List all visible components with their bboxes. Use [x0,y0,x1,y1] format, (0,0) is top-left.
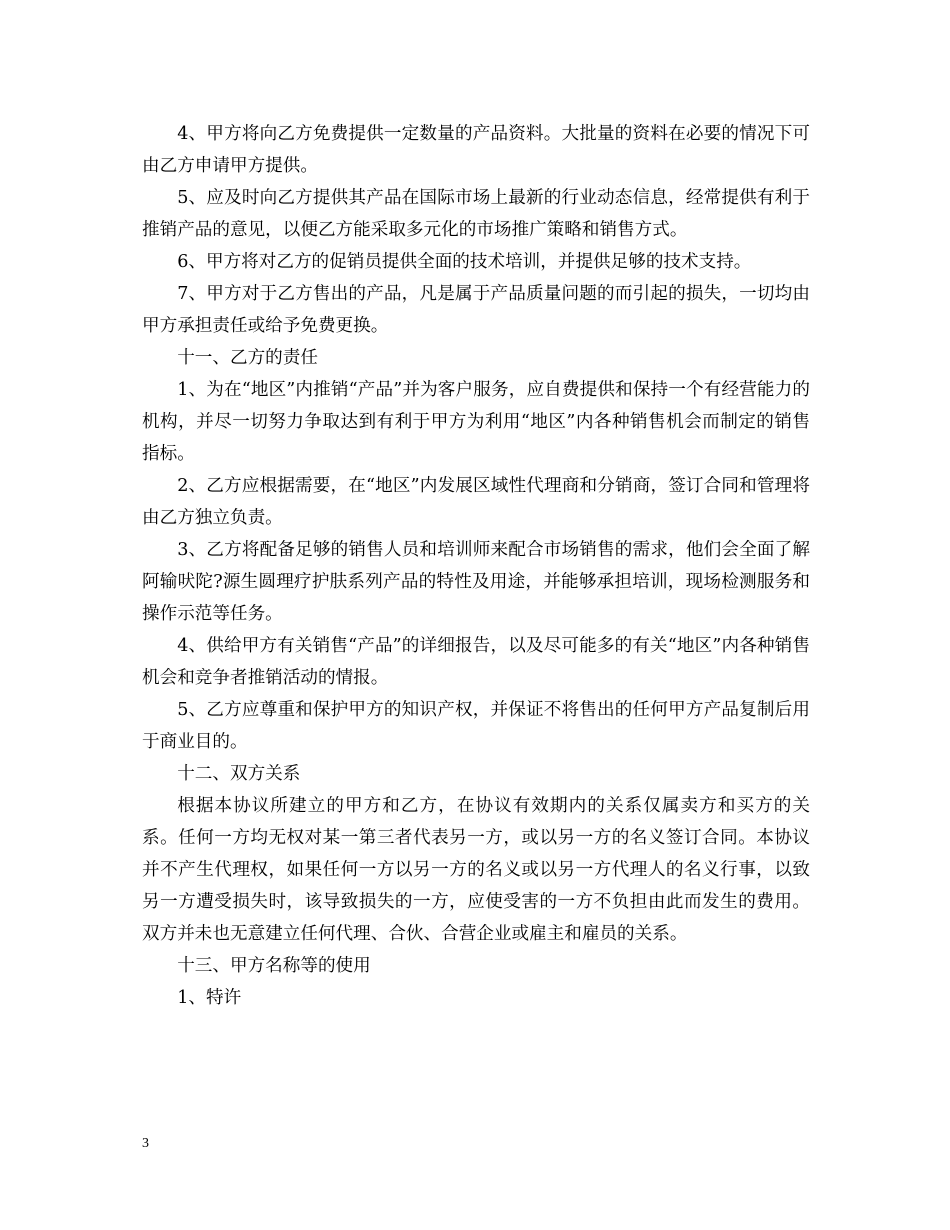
page-number: 3 [142,1136,149,1151]
paragraph-clause-4: 4、甲方将向乙方免费提供一定数量的产品资料。大批量的资料在必要的情况下可由乙方申请甲方提供。 [142,124,810,176]
paragraph-clause-6: 6、甲方将对乙方的促销员提供全面的技术培训，并提供足够的技术支持。 [177,252,752,272]
paragraph-clause-7: 7、甲方对于乙方售出的产品，凡是属于产品质量问题的而引起的损失，一切均由甲方承担责任或给予免费更换。 [142,284,810,336]
paragraph-section-11-item-4: 4、供给甲方有关销售“产品”的详细报告，以及尽可能多的有关“地区”内各种销售机会和竞争者推销活动的情报。 [142,636,810,688]
paragraph-section-11-item-5: 5、乙方应尊重和保护甲方的知识产权，并保证不将售出的任何甲方产品复制后用于商业目的。 [142,700,810,752]
paragraph-section-13-item-1: 1、特许 [177,988,242,1008]
paragraph-clause-5: 5、应及时向乙方提供其产品在国际市场上最新的行业动态信息，经常提供有利于推销产品的意见，以便乙方能采取多元化的市场推广策略和销售方式。 [142,188,810,240]
section-heading-13: 十三、甲方名称等的使用 [177,956,371,976]
section-heading-12: 十二、双方关系 [177,764,301,784]
paragraph-section-12-body: 根据本协议所建立的甲方和乙方，在协议有效期内的关系仅属卖方和买方的关系。任何一方均无权对某一第三者代表另一方，或以另一方的名义签订合同。本协议并不产生代理权，如果任何一方以另一方的名义或以另一方代理人的名义行事，以致另一方遭受损失时，该导致损失的一方，应使受害的一方不负担由此而发生的费用。双方并未也无意建立任何代理、合伙、合营企业或雇主和雇员的关系。 [142,796,810,944]
section-heading-11: 十一、乙方的责任 [177,348,318,368]
document-body [142,118,810,1014]
paragraph-section-11-item-2: 2、乙方应根据需要，在“地区”内发展区域性代理商和分销商，签订合同和管理将由乙方独立负责。 [142,476,810,528]
paragraph-section-11-item-3: 3、乙方将配备足够的销售人员和培训师来配合市场销售的需求，他们会全面了解阿输吠陀?源生圆理疗护肤系列产品的特性及用途，并能够承担培训，现场检测服务和操作示范等任务。 [142,540,810,624]
paragraph-section-11-item-1: 1、为在“地区”内推销“产品”并为客户服务，应自费提供和保持一个有经营能力的机构，并尽一切努力争取达到有利于甲方为利用“地区”内各种销售机会而制定的销售指标。 [142,380,810,464]
